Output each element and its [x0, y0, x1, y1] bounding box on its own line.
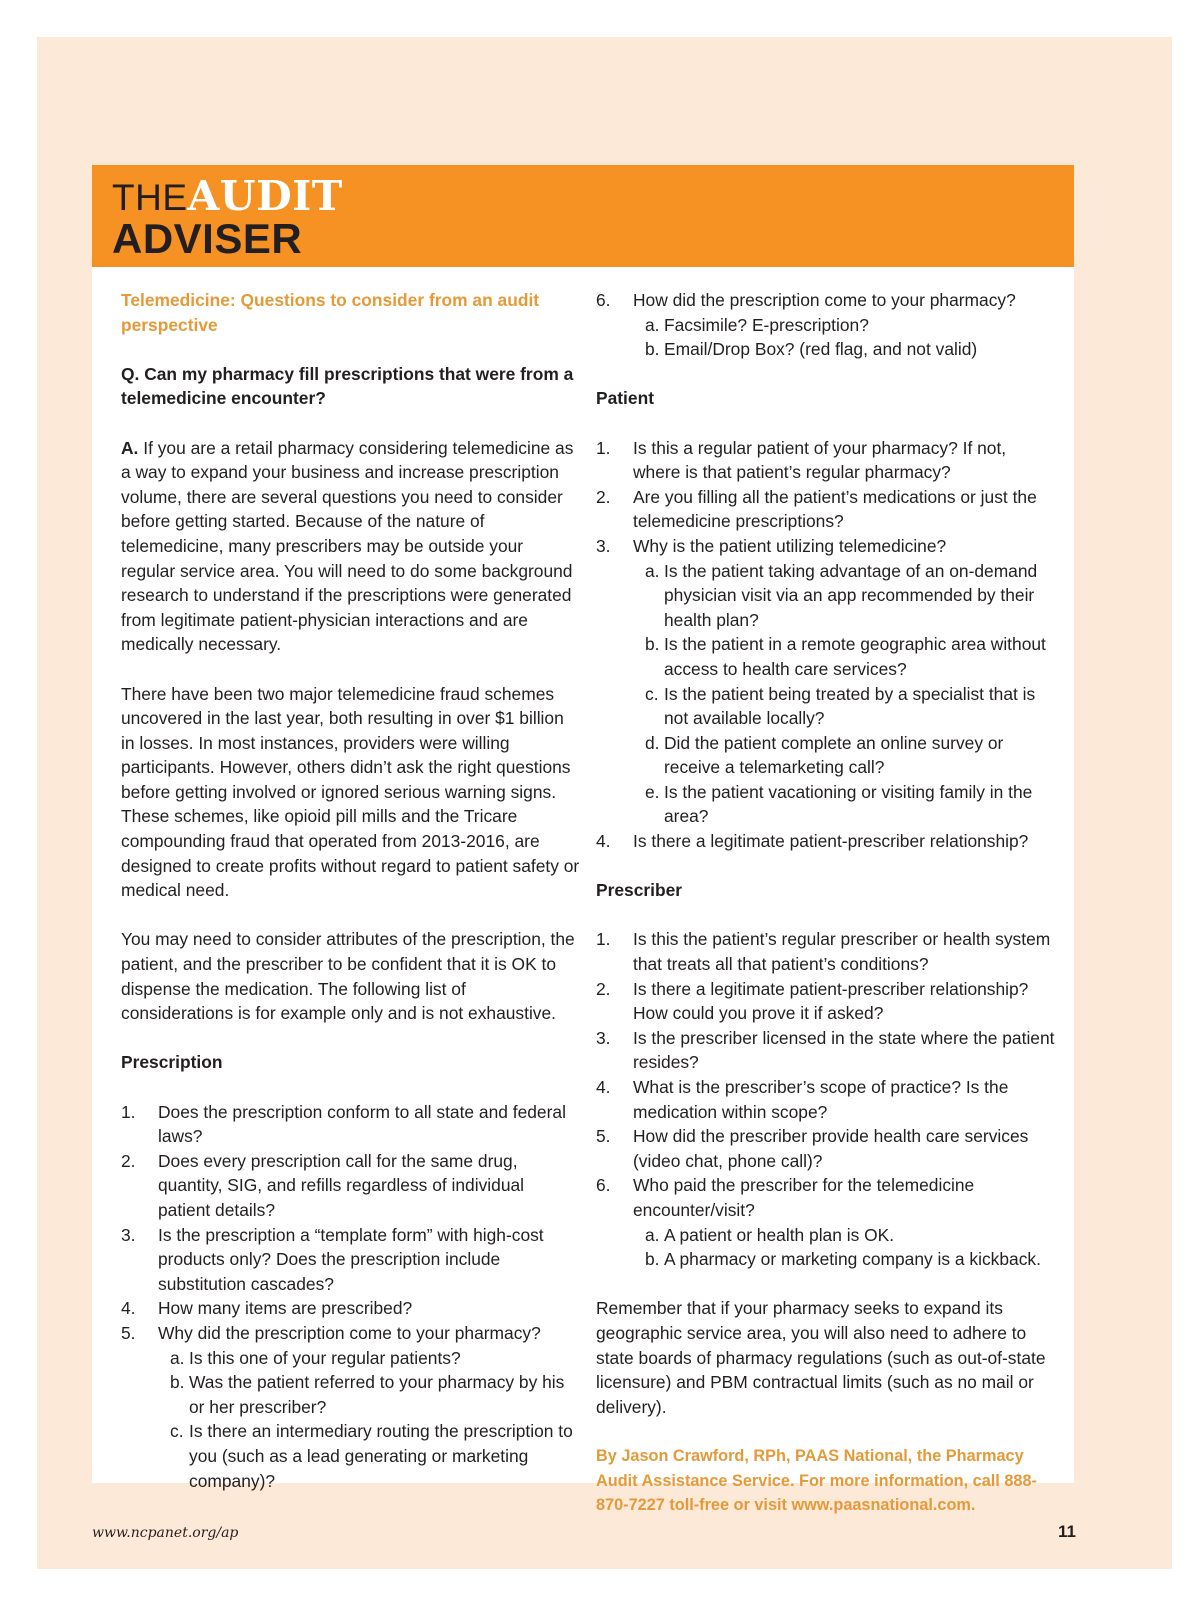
list-item: 6. How did the prescription come to your pharmacy? a. Facsimile? E-prescription? b. Email/Drop Box? (red flag, and not valid) — [596, 288, 1056, 362]
closing-paragraph: Remember that if your pharmacy seeks to expand its geographic service area, you will also need to adhere to state boards of pharmacy regulations (such as out-of-state licensure) and PBM contractual limits (such as no mail or delivery). — [596, 1298, 1046, 1417]
author-byline: By Jason Crawford, RPh, PAAS National, the Pharmacy Audit Assistance Service. For more information, call 888-870-7227 toll-free or visit www.paasnational.com. — [596, 1446, 1037, 1515]
sub-list-item: b. Is the patient in a remote geographic area without access to health care services? — [645, 634, 1046, 679]
paragraph-fraud-schemes: There have been two major telemedicine fraud schemes uncovered in the last year, both resulting in over $1 billion in losses. In most instances, providers were willing participants. However, others didn’t ask the right questions before getting involved or ignored serious warning signs. These schemes, like opioid pill mills and the Tricare compounding fraud that operated from 2013-2016, are designed to create profits without regard to patient safety or medical need. — [121, 683, 580, 901]
sub-list — [633, 559, 1056, 830]
paragraph-considerations: You may need to consider attributes of the prescription, the patient, and the prescriber to be confident that it is OK to dispense the medication. The following list of considerations is for example only and is not exhaustive. — [121, 929, 575, 1024]
logo-adviser: ADVISER — [112, 215, 303, 262]
sub-list-item: c. Is there an intermediary routing the prescription to you (such as a lead generating or marketing company)? — [170, 1421, 573, 1491]
sub-list-item: e. Is the patient vacationing or visiting family in the area? — [645, 781, 1033, 827]
list-item: 5. Why did the prescription come to your pharmacy? a. Is this one of your regular patients? b. Was the patient referred to your pharmacy by his or her prescriber? c. Is there an intermediary routing the prescription to you (such as a lead generating or marketing company)? — [121, 1321, 581, 1493]
answer-label: A. — [121, 437, 139, 458]
prescriber-heading: Prescriber — [596, 880, 683, 901]
sub-list — [158, 1346, 581, 1494]
sub-list-item: c. Is the patient being treated by a specialist that is not available locally? — [645, 683, 1036, 729]
sub-list-item: a. Facsimile? E-prescription? — [645, 314, 869, 335]
sub-list-item: d. Did the patient complete an online survey or receive a telemarketing call? — [645, 732, 1004, 778]
logo-audit: AUDIT — [187, 172, 343, 220]
logo-the: THE — [112, 177, 188, 218]
list-item: 4. How many items are prescribed? — [121, 1298, 413, 1319]
list-item: 2. Is there a legitimate patient-prescriber relationship? How could you prove it if asked? — [596, 978, 1029, 1024]
list-item: 1. Is this a regular patient of your pharmacy? If not, where is that patient’s regular pharmacy? — [596, 437, 1007, 483]
list-item: 2. Does every prescription call for the same drug, quantity, SIG, and refills regardless of individual patient details? — [121, 1150, 525, 1220]
right-column — [596, 288, 1056, 1542]
patient-heading: Patient — [596, 388, 654, 409]
list-item: 1. Is this the patient’s regular prescriber or health system that treats all that patient’s conditions? — [596, 929, 1051, 975]
sub-list — [633, 1223, 1056, 1272]
sub-list-item: b. Was the patient referred to your pharmacy by his or her prescriber? — [170, 1372, 565, 1417]
question: Q. Can my pharmacy fill prescriptions that were from a telemedicine encounter? — [121, 363, 574, 409]
list-item: 4. Is there a legitimate patient-prescriber relationship? — [596, 831, 1029, 852]
page-number: 11 — [1058, 1522, 1076, 1541]
prescription-heading: Prescription — [121, 1052, 223, 1073]
list-item: 5. How did the prescriber provide health care services (video chat, phone call)? — [596, 1126, 1029, 1171]
list-item: 2. Are you filling all the patient’s medications or just the telemedicine prescriptions? — [596, 486, 1037, 532]
list-item: 3. Is the prescriber licensed in the state where the patient resides? — [596, 1027, 1055, 1073]
left-column — [121, 288, 581, 1518]
answer-paragraph — [121, 436, 581, 657]
sub-list-item: b. Email/Drop Box? (red flag, and not valid) — [645, 339, 978, 360]
patient-list — [596, 436, 1056, 854]
footer-url: www.ncpanet.org/ap — [92, 1525, 239, 1541]
prescription-list — [121, 1100, 581, 1494]
sub-list-item: a. Is the patient taking advantage of an on-demand physician visit via an app recommended by their health plan? — [645, 560, 1038, 630]
prescriber-list — [596, 927, 1056, 1271]
sub-list-item: b. A pharmacy or marketing company is a kickback. — [645, 1249, 1041, 1270]
column-logo — [112, 172, 343, 262]
list-item: 4. What is the prescriber’s scope of practice? Is the medication within scope? — [596, 1077, 1009, 1122]
list-item: 3. Is the prescription a “template form” with high-cost products only? Does the prescription include substitution cascades? — [121, 1224, 544, 1294]
list-item: 1. Does the prescription conform to all state and federal laws? — [121, 1101, 566, 1147]
list-item: 3. Why is the patient utilizing telemedicine? a. Is the patient taking advantage of an on-demand physician visit via an app recommended by their health plan? b. Is the patient in a remote geographic area without access to health care services? c. Is the patient being treated by a specialist that is not available locally? d. Did the patient complete an online survey or receive a telemarketing call? e. Is the patient vacationing or visiting family in the area? — [596, 534, 1056, 829]
list-item: 6. Who paid the prescriber for the telemedicine encounter/visit? a. A patient or health plan is OK. b. A pharmacy or marketing company is a kickback. — [596, 1173, 1056, 1271]
answer-text: If you are a retail pharmacy considering telemedicine as a way to expand your business and increase prescription volume, there are several questions you need to consider before getting started. Because of the nature of telemedicine, many prescribers may be outside your regular service area. You will need to do some background research to understand if the prescriptions were generated from legitimate patient-physician interactions and are medically necessary. — [121, 437, 574, 655]
sub-list — [633, 313, 1056, 362]
sub-list-item: a. Is this one of your regular patients? — [170, 1347, 461, 1368]
sub-list-item: a. A patient or health plan is OK. — [645, 1224, 895, 1245]
prescription-list-continued — [596, 288, 1056, 362]
article-title: Telemedicine: Questions to consider from an audit perspective — [121, 290, 540, 335]
